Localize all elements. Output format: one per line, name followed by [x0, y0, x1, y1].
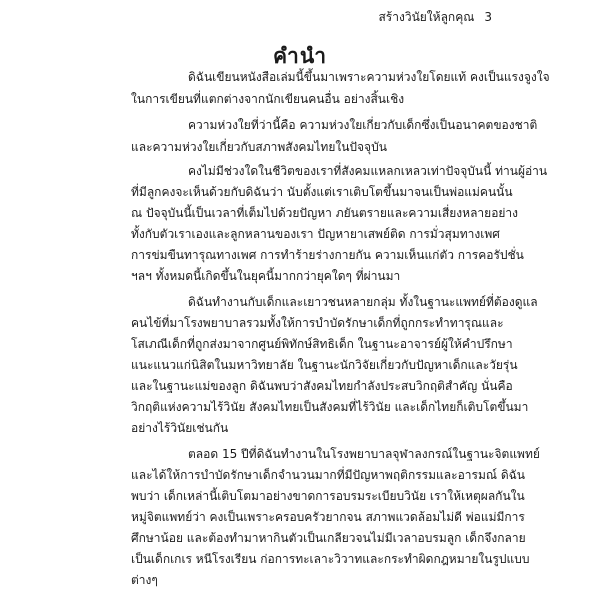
paragraph-line: ตลอด 15 ปีที่ดิฉันทำงานในโรงพยาบาลจุฬาลงกรณ์ในฐานะจิตแพทย์	[188, 447, 540, 461]
paragraph-line: ต่างๆ	[131, 573, 158, 587]
paragraph-line: ทั้งกับตัวเราเองและลูกหลานของเรา ปัญหายาเสพย์ติด การมั่วสุมทางเพศ	[131, 227, 500, 241]
paragraph-line: และได้ให้การบำบัดรักษาเด็กจำนวนมากที่มีปัญหาพฤติกรรมและอารมณ์ ดิฉัน	[131, 468, 525, 482]
page-title: คำนำ	[273, 44, 327, 68]
paragraph-line: ดิฉันทำงานกับเด็กและเยาวชนหลายกลุ่ม ทั้งในฐานะแพทย์ที่ต้องดูแล	[188, 295, 538, 309]
paragraph-line: และความห่วงใยเกี่ยวกับสภาพสังคมไทยในปัจจุบัน	[131, 140, 387, 154]
paragraph-line: ฯลฯ ทั้งหมดนี้เกิดขึ้นในยุคนี้มากกว่ายุคใดๆ ที่ผ่านมา	[131, 269, 401, 283]
paragraph-line: ความห่วงใยที่ว่านี้คือ ความห่วงใยเกี่ยวกับเด็กซึ่งเป็นอนาคตของชาติ	[188, 118, 538, 132]
paragraph-line: พบว่า เด็กเหล่านี้เติบโตมาอย่างขาดการอบรมระเบียบวินัย เราให้เหตุผลกันใน	[131, 489, 525, 503]
running-header	[378, 8, 492, 27]
paragraph-line: หมู่จิตแพทย์ว่า คงเป็นเพราะครอบครัวยากจน สภาพแวดล้อมไม่ดี พ่อแม่มีการ	[131, 510, 525, 524]
paragraph-line: แนะแนวแก่นิสิตในมหาวิทยาลัย ในฐานะนักวิจัยเกี่ยวกับปัญหาเด็กและวัยรุ่น	[131, 358, 518, 372]
paragraph-line: ศึกษาน้อย และต้องทำมาหากินตัวเป็นเกลียวจนไม่มีเวลาอบรมลูก เด็กจึงกลาย	[131, 531, 526, 545]
paragraph-line: โสเภณีเด็กที่ถูกส่งมาจากศูนย์พิทักษ์สิทธิเด็ก ในฐานะอาจารย์ผู้ให้คำปรึกษา	[131, 337, 513, 351]
paragraph-line: อย่างไร้วินัยเช่นกัน	[131, 421, 229, 435]
paragraph-line: ในการเขียนที่แตกต่างจากนักเขียนคนอื่น อย่างสิ้นเชิง	[131, 92, 405, 106]
paragraph-line: ณ ปัจจุบันนี้เป็นเวลาที่เต็มไปด้วยปัญหา ภยันตรายและความเสี่ยงหลายอย่าง	[131, 206, 519, 220]
paragraph-line: การข่มขืนทารุณทางเพศ การทำร้ายร่างกายกัน ความเห็นแก่ตัว การคอรัปชั่น	[131, 248, 524, 262]
paragraph-line: คงไม่มีช่วงใดในชีวิตของเราที่สังคมแหลกเหลวเท่าปัจจุบันนี้ ท่านผู้อ่าน	[188, 164, 548, 178]
paragraph-line: และในฐานะแม่ของลูก ดิฉันพบว่าสังคมไทยกำลังประสบวิกฤติสำคัญ นั่นคือ	[131, 379, 513, 393]
paragraph-line: ดิฉันเขียนหนังสือเล่มนี้ขึ้นมาเพราะความห่วงใยโดยแท้ คงเป็นแรงจูงใจ	[188, 70, 550, 84]
paragraph-line: คนไข้ที่มาโรงพยาบาลรวมทั้งให้การบำบัดรักษาเด็กที่ถูกกระทำทารุณและ	[131, 316, 504, 330]
running-header-title: สร้างวินัยให้ลูกคุณ	[378, 10, 475, 24]
paragraph-line: ที่มีลูกคงจะเห็นด้วยกับดิฉันว่า นับตั้งแต่เราเติบโตขึ้นมาจนเป็นพ่อแม่คนนั้น	[131, 185, 513, 199]
paragraph-line: วิกฤติแห่งความไร้วินัย สังคมไทยเป็นสังคมที่ไร้วินัย และเด็กไทยก็เติบโตขึ้นมา	[131, 400, 529, 414]
page-number: 3	[484, 10, 492, 24]
paragraph-line: เป็นเด็กเกเร หนีโรงเรียน ก่อการทะเลาะวิวาทและกระทำผิดกฎหมายในรูปแบบ	[131, 552, 530, 566]
